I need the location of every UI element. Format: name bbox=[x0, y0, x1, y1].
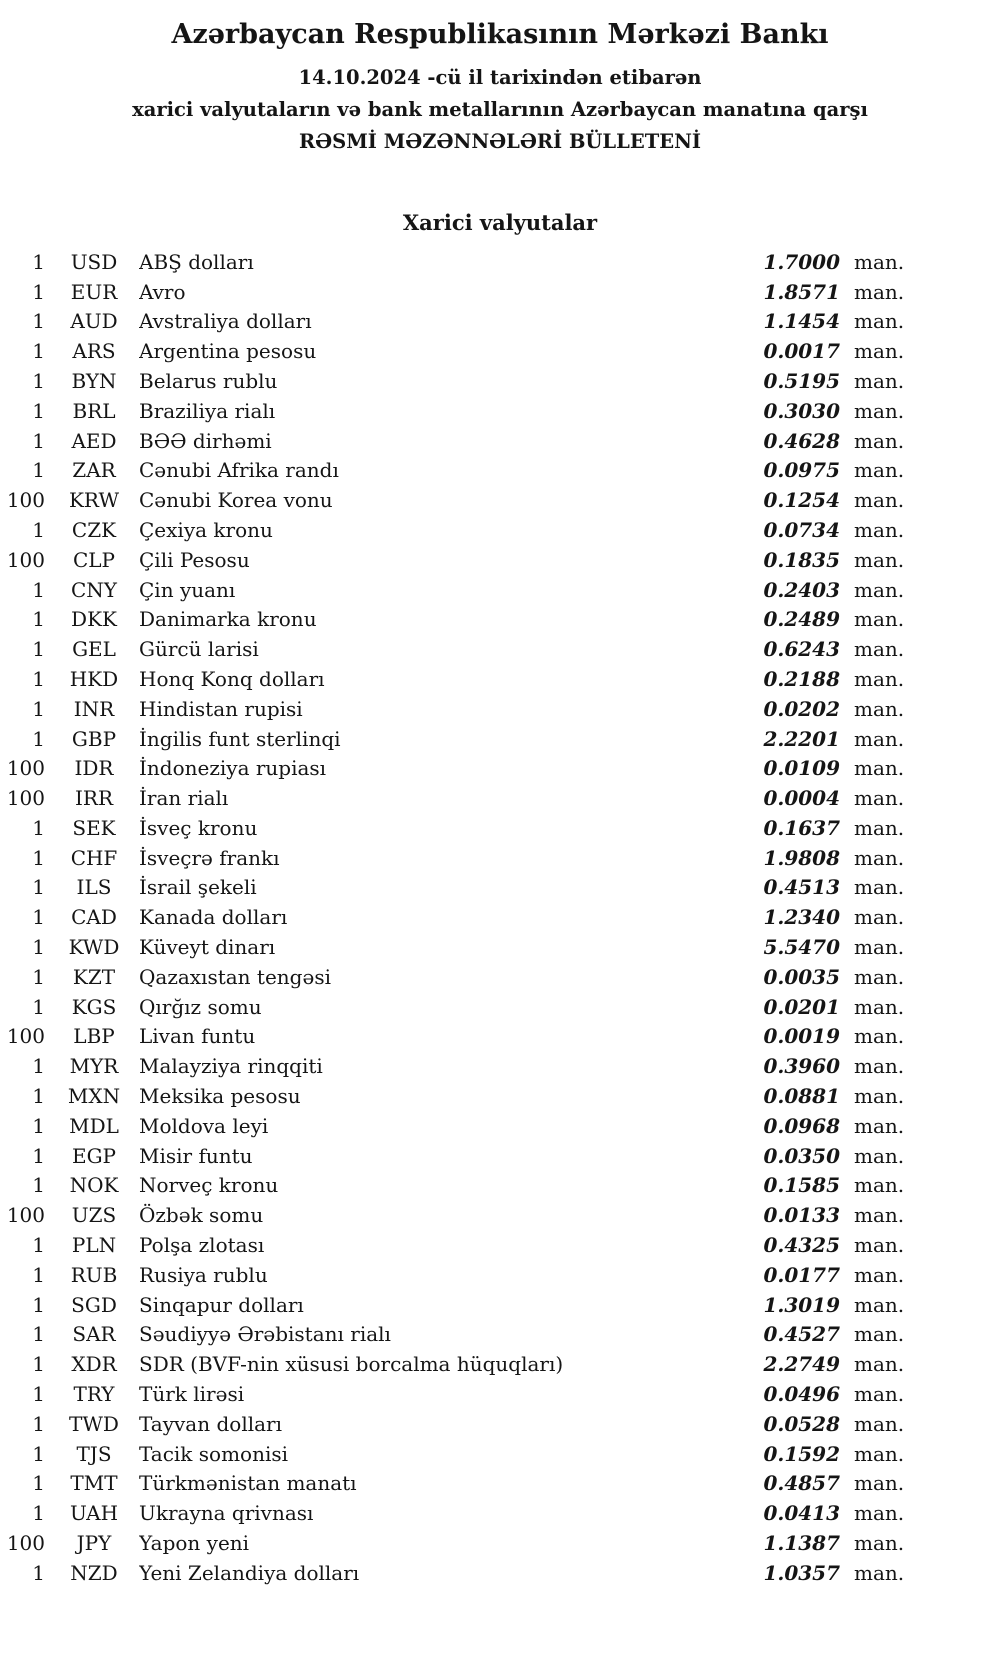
rate-value: 0.0968 bbox=[763, 1113, 840, 1138]
rate-value: 0.0528 bbox=[763, 1411, 840, 1436]
rate-value: 0.4325 bbox=[763, 1233, 840, 1258]
currency-quantity: 1 bbox=[32, 1560, 45, 1585]
currency-quantity: 1 bbox=[32, 994, 45, 1019]
currency-quantity: 100 bbox=[6, 786, 45, 811]
unit-label: man. bbox=[854, 1143, 905, 1168]
currency-code: KGS bbox=[71, 994, 117, 1019]
unit-label: man. bbox=[854, 756, 905, 781]
currency-code: NOK bbox=[69, 1173, 119, 1198]
section-title-foreign-currencies: Xarici valyutalar bbox=[402, 209, 598, 235]
currency-row bbox=[0, 873, 1000, 903]
rate-value: 0.0496 bbox=[763, 1382, 840, 1407]
rate-value: 0.4513 bbox=[763, 875, 840, 900]
currency-code: KZT bbox=[72, 964, 116, 989]
currency-row bbox=[0, 1499, 1000, 1529]
currency-code: EGP bbox=[71, 1143, 117, 1168]
currency-code: HKD bbox=[69, 666, 119, 691]
currency-code: XDR bbox=[71, 1352, 117, 1377]
rate-value: 0.0177 bbox=[763, 1262, 840, 1287]
currency-name: İsveçrə frankı bbox=[139, 845, 280, 870]
rate-value: 0.0413 bbox=[763, 1501, 840, 1526]
unit-label: man. bbox=[854, 637, 905, 662]
rate-value: 2.2201 bbox=[763, 726, 840, 751]
rate-value: 0.0004 bbox=[763, 786, 840, 811]
currency-name: Türkmənistan manatı bbox=[139, 1471, 357, 1496]
rate-value: 0.4628 bbox=[763, 428, 840, 453]
rate-value: 0.0133 bbox=[763, 1203, 840, 1228]
unit-label: man. bbox=[854, 368, 905, 393]
currency-code: PLN bbox=[71, 1233, 117, 1258]
rate-value: 2.2749 bbox=[763, 1352, 840, 1377]
currency-row bbox=[0, 725, 1000, 755]
currency-name: BƏƏ dirhəmi bbox=[139, 428, 272, 453]
rate-value: 0.2489 bbox=[763, 607, 840, 632]
currency-quantity: 1 bbox=[32, 458, 45, 483]
currency-name: Braziliya rialı bbox=[139, 398, 276, 423]
unit-label: man. bbox=[854, 935, 905, 960]
currency-name: Livan funtu bbox=[139, 1024, 256, 1049]
currency-quantity: 1 bbox=[32, 1054, 45, 1079]
rate-value: 0.0202 bbox=[763, 696, 840, 721]
unit-label: man. bbox=[854, 1113, 905, 1138]
currency-quantity: 1 bbox=[32, 1501, 45, 1526]
currency-code: JPY bbox=[76, 1531, 112, 1556]
currency-row bbox=[0, 1350, 1000, 1380]
currency-name: Tacik somonisi bbox=[139, 1441, 289, 1466]
unit-label: man. bbox=[854, 875, 905, 900]
rate-value: 1.1454 bbox=[763, 309, 840, 334]
currency-name: Danimarka kronu bbox=[139, 607, 317, 632]
currency-quantity: 1 bbox=[32, 339, 45, 364]
unit-label: man. bbox=[854, 696, 905, 721]
unit-label: man. bbox=[854, 994, 905, 1019]
currency-row bbox=[0, 456, 1000, 486]
currency-name: Ukrayna qrivnası bbox=[139, 1501, 314, 1526]
currency-code: GEL bbox=[72, 637, 116, 662]
currency-code: IRR bbox=[74, 786, 114, 811]
currency-code: INR bbox=[73, 696, 115, 721]
unit-label: man. bbox=[854, 1352, 905, 1377]
unit-label: man. bbox=[854, 398, 905, 423]
currency-row bbox=[0, 1112, 1000, 1142]
unit-label: man. bbox=[854, 1203, 905, 1228]
unit-label: man. bbox=[854, 845, 905, 870]
currency-name: Qırğız somu bbox=[139, 994, 262, 1019]
rate-value: 0.6243 bbox=[763, 637, 840, 662]
currency-code: RUB bbox=[70, 1262, 118, 1287]
rate-value: 0.3030 bbox=[763, 398, 840, 423]
currency-row bbox=[0, 635, 1000, 665]
currency-name: Cənubi Korea vonu bbox=[139, 488, 333, 513]
rate-value: 0.1254 bbox=[763, 488, 840, 513]
currency-quantity: 1 bbox=[32, 637, 45, 662]
currency-row bbox=[0, 1529, 1000, 1559]
currency-name: Səudiyyə Ərəbistanı rialı bbox=[139, 1322, 391, 1347]
currency-quantity: 1 bbox=[32, 875, 45, 900]
currency-code: TWD bbox=[69, 1411, 119, 1436]
currency-code: MXN bbox=[67, 1084, 121, 1109]
currency-row bbox=[0, 665, 1000, 695]
unit-label: man. bbox=[854, 815, 905, 840]
currency-quantity: 1 bbox=[32, 1292, 45, 1317]
unit-label: man. bbox=[854, 607, 905, 632]
currency-row bbox=[0, 427, 1000, 457]
rate-value: 0.2188 bbox=[763, 666, 840, 691]
currency-name: Avstraliya dolları bbox=[139, 309, 312, 334]
unit-label: man. bbox=[854, 1471, 905, 1496]
rate-value: 0.1585 bbox=[763, 1173, 840, 1198]
currency-quantity: 100 bbox=[6, 1024, 45, 1049]
currency-code: KRW bbox=[68, 488, 120, 513]
currency-name: Küveyt dinarı bbox=[139, 935, 276, 960]
currency-name: Qazaxıstan tengəsi bbox=[139, 964, 331, 989]
currency-code: MYR bbox=[69, 1054, 119, 1079]
rate-value: 0.0734 bbox=[763, 517, 840, 542]
unit-label: man. bbox=[854, 577, 905, 602]
rate-value: 1.7000 bbox=[763, 249, 840, 274]
currency-quantity: 1 bbox=[32, 696, 45, 721]
currency-code: KWD bbox=[68, 935, 120, 960]
unit-label: man. bbox=[854, 1411, 905, 1436]
rate-value: 1.3019 bbox=[763, 1292, 840, 1317]
unit-label: man. bbox=[854, 279, 905, 304]
currency-quantity: 1 bbox=[32, 905, 45, 930]
currency-row bbox=[0, 993, 1000, 1023]
currency-quantity: 1 bbox=[32, 398, 45, 423]
currency-name: Yapon yeni bbox=[139, 1531, 250, 1556]
currency-code: TMT bbox=[70, 1471, 118, 1496]
currency-quantity: 1 bbox=[32, 815, 45, 840]
currency-name: Norveç kronu bbox=[139, 1173, 279, 1198]
currency-code: SGD bbox=[71, 1292, 117, 1317]
currency-quantity: 1 bbox=[32, 964, 45, 989]
currency-name: İndoneziya rupiası bbox=[139, 756, 327, 781]
currency-quantity: 1 bbox=[32, 935, 45, 960]
unit-label: man. bbox=[854, 339, 905, 364]
currency-code: NZD bbox=[70, 1560, 118, 1585]
rate-value: 0.1592 bbox=[763, 1441, 840, 1466]
currency-row bbox=[0, 546, 1000, 576]
currency-code: ZAR bbox=[72, 458, 116, 483]
bank-title: Azərbaycan Respublikasının Mərkəzi Bankı bbox=[171, 19, 829, 50]
currency-quantity: 100 bbox=[6, 1203, 45, 1228]
currency-code: BYN bbox=[71, 368, 117, 393]
unit-label: man. bbox=[854, 1531, 905, 1556]
currency-quantity: 1 bbox=[32, 368, 45, 393]
currency-name: Sinqapur dolları bbox=[139, 1292, 304, 1317]
rate-value: 5.5470 bbox=[763, 935, 840, 960]
unit-label: man. bbox=[854, 1024, 905, 1049]
currency-row bbox=[0, 278, 1000, 308]
currency-code: USD bbox=[70, 249, 118, 274]
currency-code: BRL bbox=[72, 398, 116, 423]
unit-label: man. bbox=[854, 1173, 905, 1198]
currency-row bbox=[0, 367, 1000, 397]
currency-name: İsveç kronu bbox=[139, 815, 258, 840]
currency-name: Moldova leyi bbox=[139, 1113, 269, 1138]
rate-value: 1.9808 bbox=[763, 845, 840, 870]
unit-label: man. bbox=[854, 1322, 905, 1347]
currency-row bbox=[0, 784, 1000, 814]
currency-code: SEK bbox=[72, 815, 116, 840]
currency-row bbox=[0, 1052, 1000, 1082]
scope-line: xarici valyutaların və bank metallarının Azərbaycan manatına qarşı bbox=[132, 97, 868, 121]
currency-name: Belarus rublu bbox=[139, 368, 278, 393]
currency-name: Malayziya rinqqiti bbox=[139, 1054, 323, 1079]
rate-value: 0.4857 bbox=[763, 1471, 840, 1496]
currency-row bbox=[0, 307, 1000, 337]
unit-label: man. bbox=[854, 458, 905, 483]
unit-label: man. bbox=[854, 1084, 905, 1109]
currency-name: Özbək somu bbox=[139, 1203, 264, 1228]
unit-label: man. bbox=[854, 1441, 905, 1466]
currency-quantity: 1 bbox=[32, 1143, 45, 1168]
currency-code: ARS bbox=[72, 339, 116, 364]
rate-value: 0.0109 bbox=[763, 756, 840, 781]
unit-label: man. bbox=[854, 1292, 905, 1317]
currency-row bbox=[0, 844, 1000, 874]
unit-label: man. bbox=[854, 905, 905, 930]
currency-quantity: 1 bbox=[32, 577, 45, 602]
unit-label: man. bbox=[854, 1262, 905, 1287]
currency-name: Hindistan rupisi bbox=[139, 696, 303, 721]
currency-name: Misir funtu bbox=[139, 1143, 253, 1168]
rate-value: 1.8571 bbox=[763, 279, 840, 304]
currency-row bbox=[0, 963, 1000, 993]
currency-row bbox=[0, 1231, 1000, 1261]
rate-value: 0.2403 bbox=[763, 577, 840, 602]
currency-code: GBP bbox=[71, 726, 117, 751]
currency-code: TRY bbox=[73, 1382, 115, 1407]
currency-code: CNY bbox=[70, 577, 117, 602]
currency-row bbox=[0, 397, 1000, 427]
currency-code: UAH bbox=[69, 1501, 119, 1526]
currency-code: CLP bbox=[72, 547, 116, 572]
currency-row bbox=[0, 605, 1000, 635]
unit-label: man. bbox=[854, 1501, 905, 1526]
currency-name: Honq Konq dolları bbox=[139, 666, 325, 691]
currency-code: LBP bbox=[73, 1024, 115, 1049]
currency-row bbox=[0, 576, 1000, 606]
currency-name: SDR (BVF-nin xüsusi borcalma hüquqları) bbox=[139, 1352, 564, 1377]
rate-value: 0.1637 bbox=[763, 815, 840, 840]
currency-code: UZS bbox=[71, 1203, 117, 1228]
currency-quantity: 100 bbox=[6, 488, 45, 513]
currency-code: TJS bbox=[76, 1441, 112, 1466]
currency-code: MDL bbox=[69, 1113, 119, 1138]
currency-quantity: 1 bbox=[32, 428, 45, 453]
currency-row bbox=[0, 695, 1000, 725]
rate-value: 0.0017 bbox=[763, 339, 840, 364]
currency-code: AUD bbox=[70, 309, 118, 334]
currency-row bbox=[0, 1559, 1000, 1589]
currency-quantity: 1 bbox=[32, 1322, 45, 1347]
currency-name: Cənubi Afrika randı bbox=[139, 458, 339, 483]
currency-name: Yeni Zelandiya dolları bbox=[139, 1560, 360, 1585]
currency-name: Çili Pesosu bbox=[139, 547, 250, 572]
currency-quantity: 1 bbox=[32, 1352, 45, 1377]
currency-row bbox=[0, 754, 1000, 784]
unit-label: man. bbox=[854, 309, 905, 334]
currency-row bbox=[0, 933, 1000, 963]
currency-row bbox=[0, 1201, 1000, 1231]
currency-code: AED bbox=[71, 428, 117, 453]
currency-name: Kanada dolları bbox=[139, 905, 288, 930]
rate-value: 0.3960 bbox=[763, 1054, 840, 1079]
currency-name: Tayvan dolları bbox=[139, 1411, 282, 1436]
currency-rate-table bbox=[0, 248, 1000, 1589]
currency-row bbox=[0, 1082, 1000, 1112]
currency-row bbox=[0, 1440, 1000, 1470]
currency-quantity: 1 bbox=[32, 1113, 45, 1138]
currency-quantity: 1 bbox=[32, 607, 45, 632]
rate-value: 0.1835 bbox=[763, 547, 840, 572]
currency-quantity: 1 bbox=[32, 1173, 45, 1198]
currency-quantity: 1 bbox=[32, 666, 45, 691]
unit-label: man. bbox=[854, 1054, 905, 1079]
currency-row bbox=[0, 1320, 1000, 1350]
currency-quantity: 100 bbox=[6, 756, 45, 781]
currency-quantity: 100 bbox=[6, 547, 45, 572]
rate-value: 0.4527 bbox=[763, 1322, 840, 1347]
currency-code: EUR bbox=[70, 279, 118, 304]
currency-row bbox=[0, 486, 1000, 516]
rate-value: 0.0975 bbox=[763, 458, 840, 483]
currency-quantity: 1 bbox=[32, 1262, 45, 1287]
currency-name: Türk lirəsi bbox=[139, 1382, 245, 1407]
currency-code: SAR bbox=[72, 1322, 116, 1347]
currency-quantity: 1 bbox=[32, 845, 45, 870]
rate-value: 1.2340 bbox=[763, 905, 840, 930]
currency-code: CZK bbox=[71, 517, 117, 542]
unit-label: man. bbox=[854, 488, 905, 513]
currency-row bbox=[0, 1291, 1000, 1321]
currency-quantity: 100 bbox=[6, 1531, 45, 1556]
rate-value: 0.0350 bbox=[763, 1143, 840, 1168]
effective-date-line: 14.10.2024 -cü il tarixindən etibarən bbox=[298, 65, 702, 89]
unit-label: man. bbox=[854, 249, 905, 274]
currency-row bbox=[0, 337, 1000, 367]
unit-label: man. bbox=[854, 517, 905, 542]
currency-name: Argentina pesosu bbox=[139, 339, 317, 364]
currency-row bbox=[0, 1261, 1000, 1291]
currency-quantity: 1 bbox=[32, 1382, 45, 1407]
currency-code: IDR bbox=[74, 756, 114, 781]
rate-value: 0.5195 bbox=[763, 368, 840, 393]
currency-row bbox=[0, 1410, 1000, 1440]
currency-name: Rusiya rublu bbox=[139, 1262, 268, 1287]
currency-row bbox=[0, 1171, 1000, 1201]
unit-label: man. bbox=[854, 547, 905, 572]
unit-label: man. bbox=[854, 964, 905, 989]
currency-name: ABŞ dolları bbox=[139, 249, 254, 274]
currency-name: Çin yuanı bbox=[139, 577, 236, 602]
currency-name: Gürcü larisi bbox=[139, 637, 259, 662]
currency-quantity: 1 bbox=[32, 1471, 45, 1496]
unit-label: man. bbox=[854, 1382, 905, 1407]
rate-value: 1.0357 bbox=[763, 1560, 840, 1585]
currency-quantity: 1 bbox=[32, 279, 45, 304]
currency-quantity: 1 bbox=[32, 249, 45, 274]
currency-code: CHF bbox=[70, 845, 118, 870]
currency-name: Meksika pesosu bbox=[139, 1084, 301, 1109]
rate-value: 0.0019 bbox=[763, 1024, 840, 1049]
rate-value: 0.0035 bbox=[763, 964, 840, 989]
currency-quantity: 1 bbox=[32, 1233, 45, 1258]
unit-label: man. bbox=[854, 1233, 905, 1258]
currency-row bbox=[0, 903, 1000, 933]
currency-code: CAD bbox=[71, 905, 117, 930]
currency-row bbox=[0, 1022, 1000, 1052]
currency-code: DKK bbox=[71, 607, 117, 632]
unit-label: man. bbox=[854, 1560, 905, 1585]
unit-label: man. bbox=[854, 666, 905, 691]
currency-quantity: 1 bbox=[32, 1411, 45, 1436]
currency-name: İsrail şekeli bbox=[139, 875, 257, 900]
bulletin-title: RƏSMİ MƏZƏNNƏLƏRİ BÜLLETENİ bbox=[298, 129, 702, 153]
currency-row bbox=[0, 248, 1000, 278]
currency-name: İran rialı bbox=[139, 786, 229, 811]
currency-quantity: 1 bbox=[32, 517, 45, 542]
currency-quantity: 1 bbox=[32, 726, 45, 751]
currency-name: Avro bbox=[139, 279, 186, 304]
currency-row bbox=[0, 1142, 1000, 1172]
currency-row bbox=[0, 814, 1000, 844]
rate-value: 0.0201 bbox=[763, 994, 840, 1019]
currency-row bbox=[0, 1469, 1000, 1499]
currency-quantity: 1 bbox=[32, 1441, 45, 1466]
currency-name: İngilis funt sterlinqi bbox=[139, 726, 341, 751]
unit-label: man. bbox=[854, 726, 905, 751]
currency-code: ILS bbox=[76, 875, 112, 900]
currency-quantity: 1 bbox=[32, 1084, 45, 1109]
rate-value: 1.1387 bbox=[763, 1531, 840, 1556]
unit-label: man. bbox=[854, 786, 905, 811]
currency-row bbox=[0, 1380, 1000, 1410]
currency-name: Çexiya kronu bbox=[139, 517, 273, 542]
currency-row bbox=[0, 516, 1000, 546]
currency-quantity: 1 bbox=[32, 309, 45, 334]
unit-label: man. bbox=[854, 428, 905, 453]
rate-value: 0.0881 bbox=[763, 1084, 840, 1109]
currency-name: Polşa zlotası bbox=[139, 1233, 265, 1258]
